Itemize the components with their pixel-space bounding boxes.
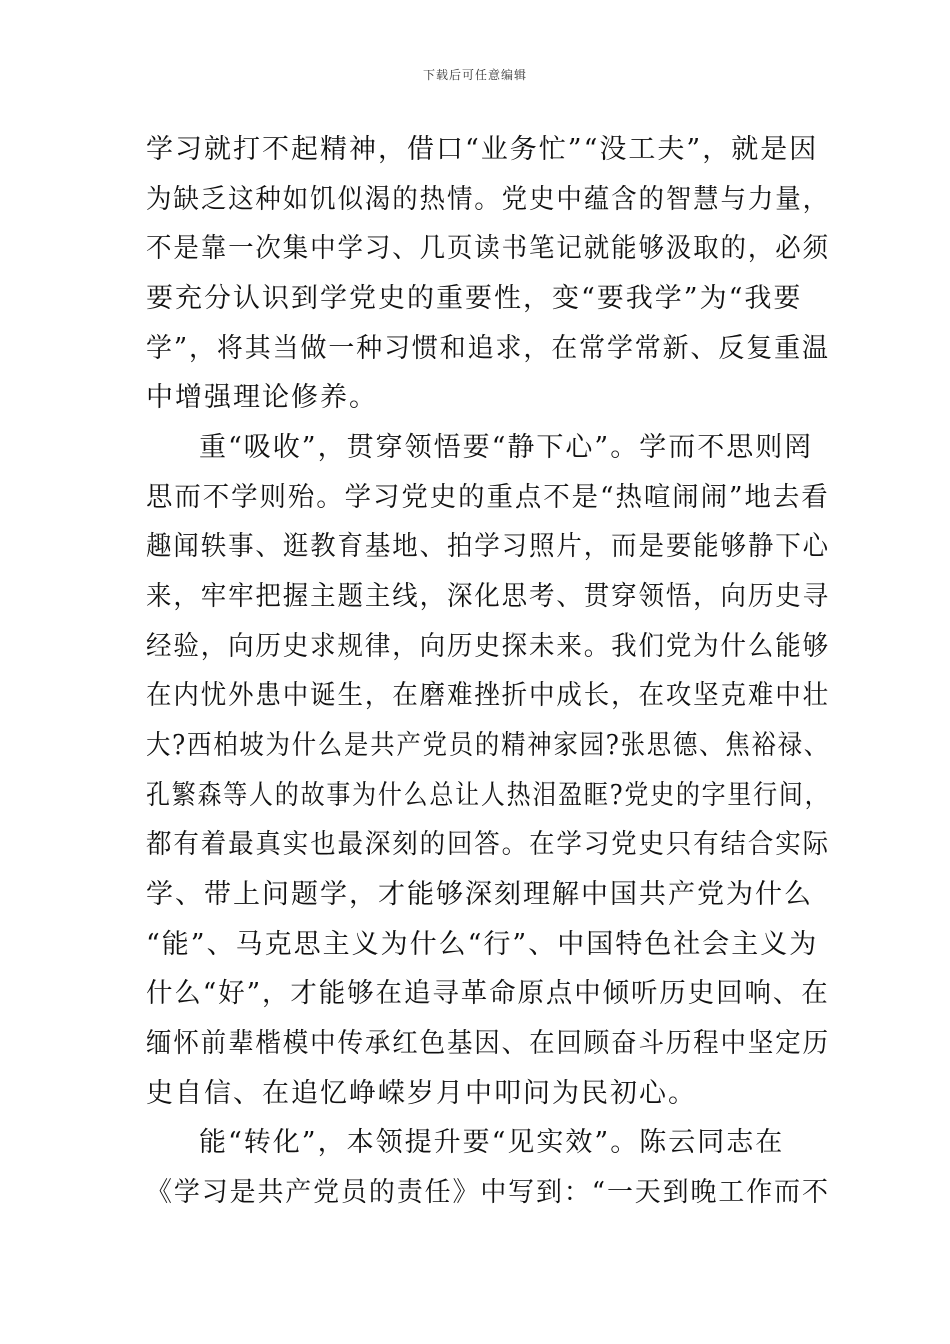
page-header: 下载后可任意编辑 — [422, 68, 527, 82]
text-line: 《学习是共产党员的责任》中写到：“一天到晚工作而不 — [146, 1177, 830, 1208]
text-line: 要充分认识到学党史的重要性，变“要我学”为“我要 — [146, 283, 803, 314]
text-line: 史自信、在追忆峥嵘岁月中叩问为民初心。 — [146, 1078, 697, 1109]
text-line: 不是靠一次集中学习、几页读书笔记就能够汲取的，必须 — [146, 233, 830, 264]
text-line: 思而不学则殆。学习党史的重点不是“热喧闹闹”地去看 — [146, 482, 830, 513]
text-line: 学”，将其当做一种习惯和追求，在常学常新、反复重温 — [146, 333, 830, 364]
text-line: 大?西柏坡为什么是共产党员的精神家园?张思德、焦裕禄、 — [146, 730, 830, 761]
text-line: 趣闻轶事、逛教育基地、拍学习照片，而是要能够静下心 — [146, 531, 830, 562]
text-line: 为缺乏这种如饥似渴的热情。党史中蕴含的智慧与力量， — [146, 184, 830, 215]
text-line: 来，牢牢把握主题主线，深化思考、贯穿领悟，向历史寻 — [146, 581, 830, 612]
text-line: 在内忧外患中诞生，在磨难挫折中成长，在攻坚克难中壮 — [146, 680, 830, 711]
text-line: 经验，向历史求规律，向历史探未来。我们党为什么能够 — [146, 631, 830, 662]
text-line: 缅怀前辈楷模中传承红色基因、在回顾奋斗历程中坚定历 — [146, 1028, 830, 1059]
paragraph-first-line: 重“吸收”，贯穿领悟要“静下心”。学而不思则罔 — [199, 432, 814, 463]
text-line: 学习就打不起精神，借口“业务忙”“没工夫”，就是因 — [146, 134, 819, 165]
text-line: 都有着最真实也最深刻的回答。在学习党史只有结合实际 — [146, 829, 830, 860]
text-line: 孔繁森等人的故事为什么总让人热泪盈眶?党史的字里行间， — [146, 780, 831, 811]
paragraph-first-line: 能“转化”，本领提升要“见实效”。陈云同志在 — [199, 1127, 785, 1158]
text-line: 中增强理论修养。 — [146, 382, 378, 413]
text-line: 学、带上问题学，才能够深刻理解中国共产党为什么 — [146, 879, 813, 910]
text-line: 什么“好”，才能够在追寻革命原点中倾听历史回响、在 — [146, 978, 830, 1009]
text-line: “能”、马克思主义为什么“行”、中国特色社会主义为 — [146, 929, 819, 960]
